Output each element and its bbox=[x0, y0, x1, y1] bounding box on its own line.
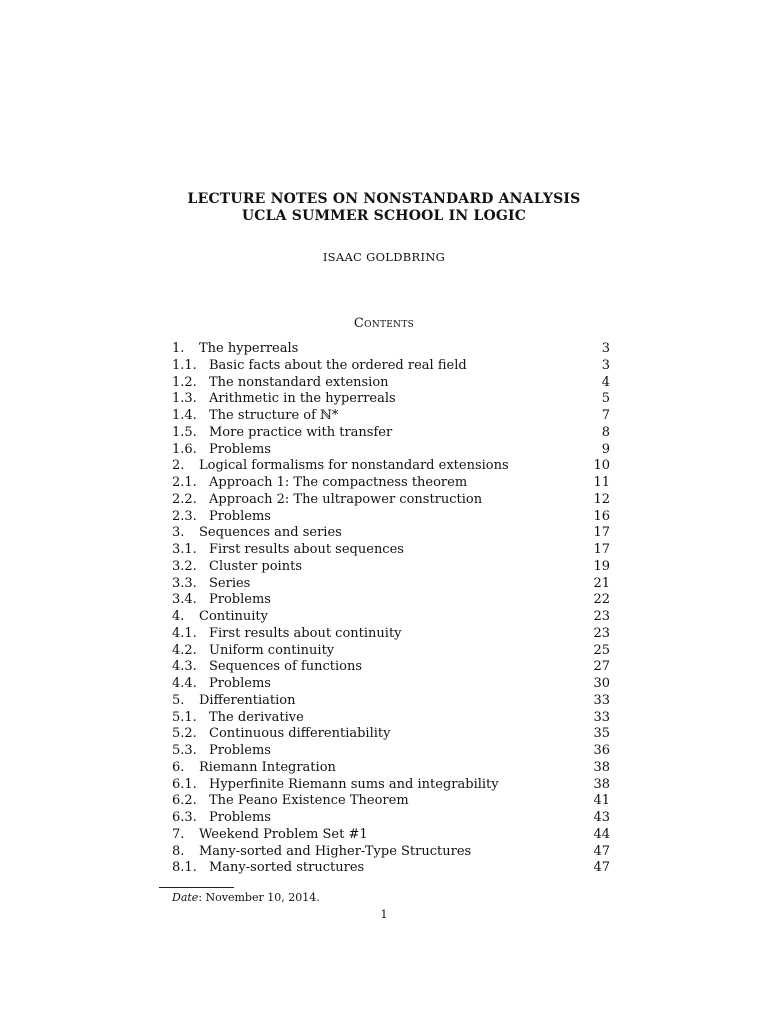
toc-entry bbox=[172, 626, 610, 643]
toc-entry-page: 41 bbox=[593, 793, 610, 809]
toc-entry-number: 2.1. bbox=[172, 475, 197, 490]
toc-entry-page: 35 bbox=[593, 726, 610, 742]
toc-entry-page: 44 bbox=[593, 826, 610, 842]
toc-entry-number: 1.1. bbox=[172, 357, 197, 373]
toc-entry-page: 8 bbox=[601, 424, 610, 440]
toc-entry-number: 7. bbox=[172, 826, 185, 842]
toc-entry bbox=[172, 793, 610, 810]
toc-entry-number: 1.5. bbox=[172, 424, 197, 440]
toc-entry-number: 2. bbox=[172, 458, 185, 474]
toc-entry-title: Problems bbox=[209, 592, 271, 608]
toc-entry-number: 1.6. bbox=[172, 441, 197, 457]
toc-entry-page: 21 bbox=[593, 575, 610, 591]
toc-entry bbox=[172, 743, 610, 760]
toc-entry-number: 5.1. bbox=[172, 709, 197, 725]
toc-entry-title: First results about sequences bbox=[209, 542, 404, 557]
toc-entry-title: Riemann Integration bbox=[199, 759, 336, 775]
toc-entry-title: Many-sorted structures bbox=[209, 860, 365, 876]
toc-entry bbox=[172, 810, 610, 827]
toc-entry-number: 1. bbox=[172, 341, 185, 356]
toc-entry bbox=[172, 576, 610, 593]
toc-entry-title: The hyperreals bbox=[199, 341, 299, 356]
toc-entry-page: 11 bbox=[593, 475, 610, 490]
toc-entry bbox=[172, 525, 610, 542]
toc-entry-page: 9 bbox=[601, 441, 610, 457]
toc-entry-page: 5 bbox=[601, 391, 610, 407]
toc-entry-title: Problems bbox=[209, 441, 271, 457]
toc-entry-number: 3.4. bbox=[172, 592, 197, 608]
toc-entry-page: 17 bbox=[593, 525, 610, 541]
toc-entry-number: 8.1. bbox=[172, 860, 197, 876]
page-number: 1 bbox=[380, 908, 388, 921]
toc-entry-title: Problems bbox=[209, 810, 271, 825]
toc-entry bbox=[172, 676, 610, 693]
toc-entry-page: 38 bbox=[593, 759, 610, 775]
toc-entry-number: 1.4. bbox=[172, 408, 197, 423]
toc-entry-title: Problems bbox=[209, 743, 271, 758]
toc-entry-page: 3 bbox=[601, 341, 610, 356]
footnote-label: Date bbox=[172, 891, 199, 904]
footnote-divider bbox=[159, 887, 234, 888]
toc-entry-page: 4 bbox=[601, 374, 610, 390]
toc-entry-number: 1.3. bbox=[172, 391, 197, 407]
toc-entry-page: 10 bbox=[593, 458, 610, 474]
toc-entry-title: The nonstandard extension bbox=[209, 374, 389, 390]
toc-entry-number: 6.2. bbox=[172, 793, 197, 809]
table-of-contents bbox=[172, 341, 610, 877]
toc-entry-number: 2.3. bbox=[172, 508, 197, 524]
toc-entry-title: Logical formalisms for nonstandard extensions bbox=[199, 458, 509, 474]
toc-entry-number: 4.1. bbox=[172, 625, 197, 641]
toc-entry-title: Continuous differentiability bbox=[209, 726, 391, 742]
toc-entry-number: 3.1. bbox=[172, 542, 197, 557]
toc-entry bbox=[172, 777, 610, 794]
toc-entry-number: 3.3. bbox=[172, 575, 197, 591]
toc-entry-title: Basic facts about the ordered real field bbox=[209, 357, 467, 373]
toc-entry-number: 8. bbox=[172, 843, 185, 859]
toc-entry-page: 3 bbox=[601, 357, 610, 373]
toc-entry bbox=[172, 592, 610, 609]
toc-entry-title: Differentiation bbox=[199, 692, 296, 708]
toc-entry-title: Continuity bbox=[199, 609, 268, 624]
toc-entry bbox=[172, 475, 610, 492]
date-footnote bbox=[172, 891, 320, 904]
toc-entry-title: Uniform continuity bbox=[209, 642, 335, 658]
toc-entry-page: 43 bbox=[593, 810, 610, 825]
toc-entry bbox=[172, 609, 610, 626]
toc-entry-title: Many-sorted and Higher-Type Structures bbox=[199, 843, 472, 859]
toc-entry-page: 47 bbox=[593, 860, 610, 876]
toc-entry bbox=[172, 442, 610, 459]
toc-entry-number: 6. bbox=[172, 759, 185, 775]
toc-entry-page: 19 bbox=[593, 558, 610, 574]
toc-entry-number: 6.1. bbox=[172, 776, 197, 792]
toc-entry-page: 27 bbox=[593, 659, 610, 675]
toc-entry-title: The derivative bbox=[209, 709, 304, 725]
toc-entry-page: 12 bbox=[593, 491, 610, 507]
toc-entry-page: 33 bbox=[593, 709, 610, 725]
toc-entry-title: Series bbox=[209, 575, 251, 591]
toc-entry bbox=[172, 509, 610, 526]
toc-entry bbox=[172, 659, 610, 676]
toc-entry bbox=[172, 391, 610, 408]
toc-entry-number: 4.4. bbox=[172, 676, 197, 691]
toc-entry bbox=[172, 425, 610, 442]
toc-entry-title: Hyperfinite Riemann sums and integrability bbox=[209, 776, 499, 792]
toc-entry-page: 16 bbox=[593, 508, 610, 524]
contents-heading: Contents bbox=[353, 316, 415, 331]
toc-entry-title: Cluster points bbox=[209, 558, 302, 574]
toc-entry-number: 1.2. bbox=[172, 374, 197, 390]
toc-entry bbox=[172, 844, 610, 861]
toc-entry bbox=[172, 542, 610, 559]
toc-entry-page: 47 bbox=[593, 843, 610, 859]
paper-title-line-2: UCLA SUMMER SCHOOL IN LOGIC bbox=[241, 208, 527, 224]
toc-entry-number: 2.2. bbox=[172, 491, 197, 507]
toc-entry bbox=[172, 341, 610, 358]
toc-entry-title: The structure of ℕ* bbox=[209, 408, 339, 423]
toc-entry-page: 22 bbox=[593, 592, 610, 608]
toc-entry-title: More practice with transfer bbox=[209, 424, 393, 440]
toc-entry bbox=[172, 492, 610, 509]
footnote-text: : November 10, 2014. bbox=[198, 891, 320, 904]
toc-entry-title: Problems bbox=[209, 508, 271, 524]
toc-entry-page: 36 bbox=[593, 743, 610, 758]
toc-entry-page: 33 bbox=[593, 692, 610, 708]
toc-entry-number: 4.2. bbox=[172, 642, 197, 658]
toc-entry-title: Approach 2: The ultrapower construction bbox=[209, 491, 483, 507]
toc-entry bbox=[172, 710, 610, 727]
toc-entry-number: 4.3. bbox=[172, 659, 197, 675]
paper-title-line-1: LECTURE NOTES ON NONSTANDARD ANALYSIS bbox=[187, 191, 581, 207]
toc-entry-page: 38 bbox=[593, 776, 610, 792]
toc-entry-page: 17 bbox=[593, 542, 610, 557]
toc-entry-page: 23 bbox=[593, 609, 610, 624]
toc-entry-title: Sequences and series bbox=[199, 525, 342, 541]
toc-entry bbox=[172, 693, 610, 710]
toc-entry bbox=[172, 408, 610, 425]
toc-entry-number: 4. bbox=[172, 609, 185, 624]
toc-entry bbox=[172, 458, 610, 475]
toc-entry bbox=[172, 726, 610, 743]
toc-entry-title: Approach 1: The compactness theorem bbox=[209, 475, 468, 490]
toc-entry-title: Weekend Problem Set #1 bbox=[199, 826, 368, 842]
toc-entry bbox=[172, 375, 610, 392]
toc-entry bbox=[172, 358, 610, 375]
toc-entry-number: 3.2. bbox=[172, 558, 197, 574]
toc-entry-page: 23 bbox=[593, 625, 610, 641]
toc-entry-number: 5.2. bbox=[172, 726, 197, 742]
toc-entry-title: Problems bbox=[209, 676, 271, 691]
toc-entry bbox=[172, 643, 610, 660]
toc-entry-number: 6.3. bbox=[172, 810, 197, 825]
toc-entry-number: 5. bbox=[172, 692, 185, 708]
toc-entry bbox=[172, 827, 610, 844]
toc-entry-title: Sequences of functions bbox=[209, 659, 362, 675]
toc-entry-page: 25 bbox=[593, 642, 610, 658]
toc-entry-title: The Peano Existence Theorem bbox=[209, 793, 409, 809]
toc-entry-title: Arithmetic in the hyperreals bbox=[209, 391, 396, 407]
author-name: ISAAC GOLDBRING bbox=[322, 250, 446, 264]
toc-entry bbox=[172, 559, 610, 576]
toc-entry-page: 7 bbox=[601, 408, 610, 423]
toc-entry bbox=[172, 860, 610, 877]
toc-entry-title: First results about continuity bbox=[209, 625, 402, 641]
toc-entry-number: 3. bbox=[172, 525, 185, 541]
toc-entry bbox=[172, 760, 610, 777]
toc-entry-page: 30 bbox=[593, 676, 610, 691]
toc-entry-number: 5.3. bbox=[172, 743, 197, 758]
